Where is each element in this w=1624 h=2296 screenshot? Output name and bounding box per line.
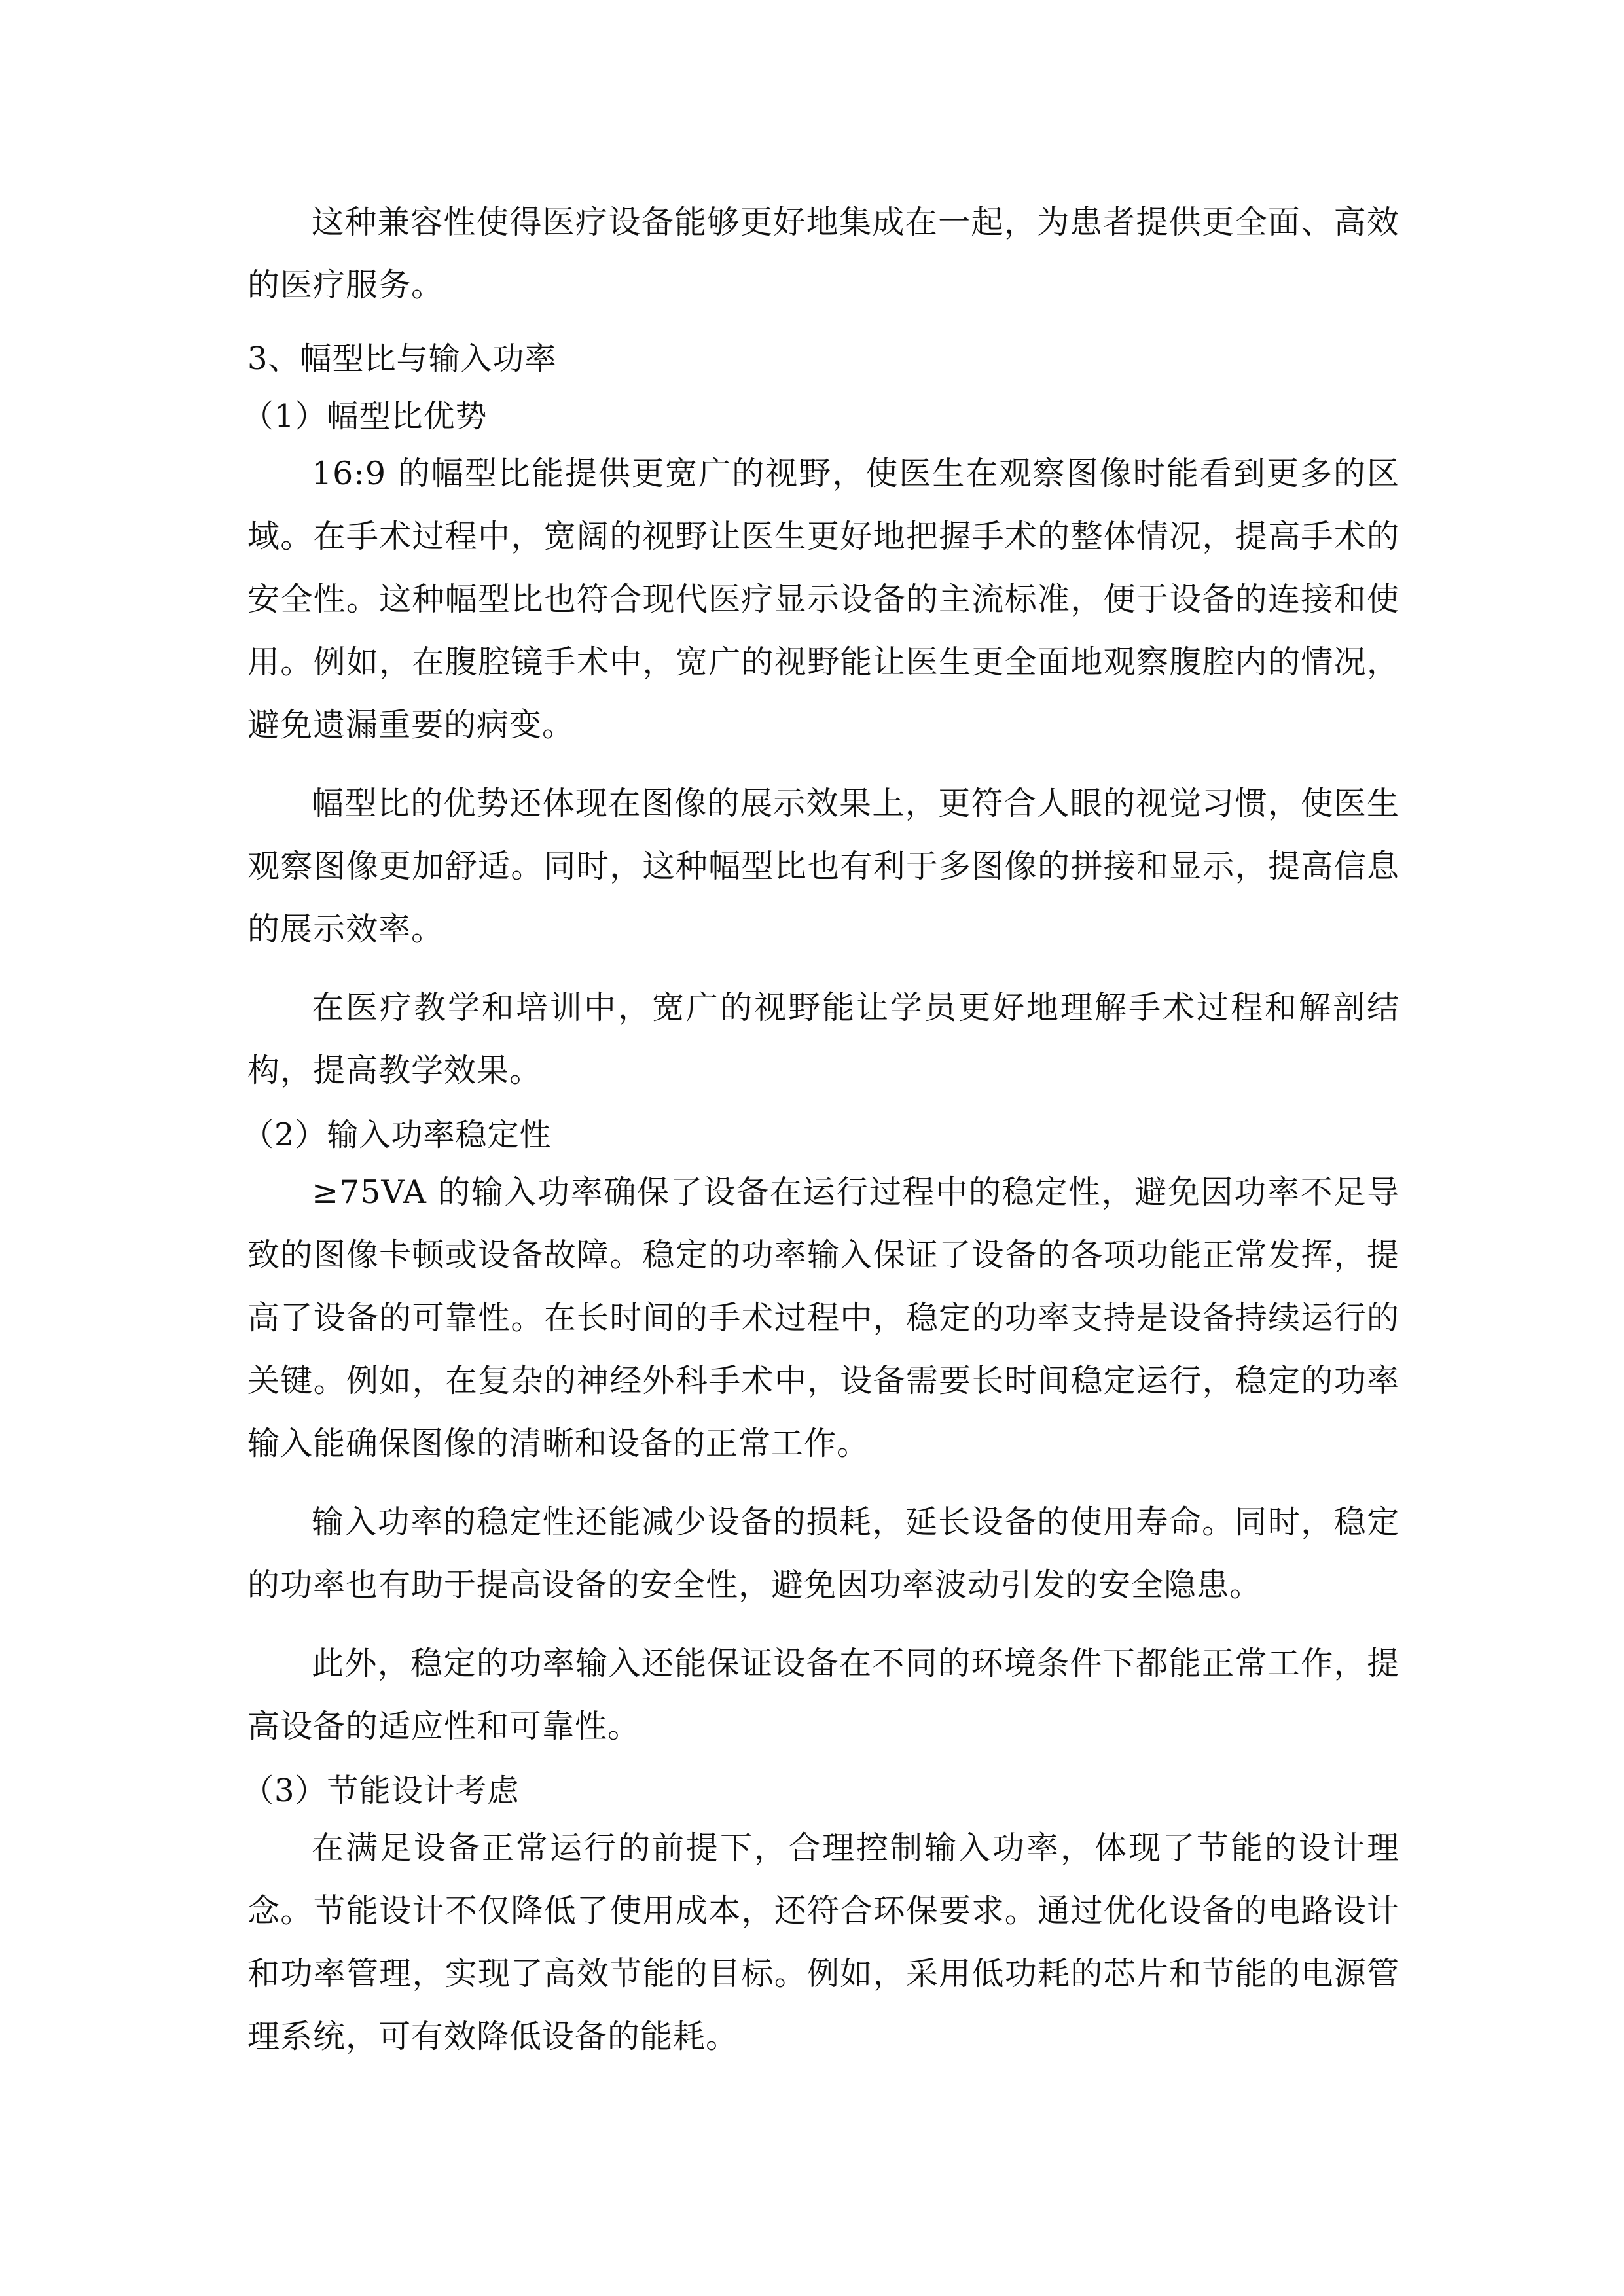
subheading-power-stability: （2）输入功率稳定性 [242, 1117, 552, 1153]
paragraph-power-stability-2: 输入功率的稳定性还能减少设备的损耗，延长设备的使用寿命。同时，稳定的功率也有助于提高设备的安全性，避免因功率波动引发的安全隐患。 [247, 1503, 1399, 1604]
paragraph-energy-saving: 在满足设备正常运行的前提下，合理控制输入功率，体现了节能的设计理念。节能设计不仅降低了使用成本，还符合环保要求。通过优化设备的电路设计和功率管理，实现了高效节能的目标。例如，采用低功耗的芯片和节能的电源管理系统，可有效降低设备的能耗。 [247, 1829, 1399, 2055]
paragraph-compatibility: 这种兼容性使得医疗设备能够更好地集成在一起，为患者提供更全面、高效的医疗服务。 [247, 204, 1399, 304]
document-body [242, 191, 1399, 2068]
paragraph-aspect-ratio-1: 16:9 的幅型比能提供更宽广的视野，使医生在观察图像时能看到更多的区域。在手术过程中，宽阔的视野让医生更好地把握手术的整体情况，提高手术的安全性。这种幅型比也符合现代医疗显示设备的主流标准，便于设备的连接和使用。例如，在腹腔镜手术中，宽广的视野能让医生更全面地观察腹腔内的情况，避免遗漏重要的病变。 [247, 455, 1399, 744]
paragraph-aspect-ratio-2: 幅型比的优势还体现在图像的展示效果上，更符合人眼的视觉习惯，使医生观察图像更加舒适。同时，这种幅型比也有利于多图像的拼接和显示，提高信息的展示效率。 [247, 785, 1399, 948]
paragraph-power-stability-1: ≥75VA 的输入功率确保了设备在运行过程中的稳定性，避免因功率不足导致的图像卡顿或设备故障。稳定的功率输入保证了设备的各项功能正常发挥，提高了设备的可靠性。在长时间的手术过程中，稳定的功率支持是设备持续运行的关键。例如，在复杂的神经外科手术中，设备需要长时间稳定运行，稳定的功率输入能确保图像的清晰和设备的正常工作。 [247, 1174, 1399, 1462]
paragraph-power-stability-3: 此外，稳定的功率输入还能保证设备在不同的环境条件下都能正常工作，提高设备的适应性和可靠性。 [247, 1645, 1399, 1745]
subheading-aspect-ratio-advantage: （1）幅型比优势 [242, 398, 488, 435]
section-heading-aspect-ratio-power: 3、幅型比与输入功率 [247, 340, 557, 377]
paragraph-aspect-ratio-3: 在医疗教学和培训中，宽广的视野能让学员更好地理解手术过程和解剖结构，提高教学效果。 [247, 989, 1399, 1089]
subheading-energy-saving: （3）节能设计考虑 [242, 1772, 520, 1809]
